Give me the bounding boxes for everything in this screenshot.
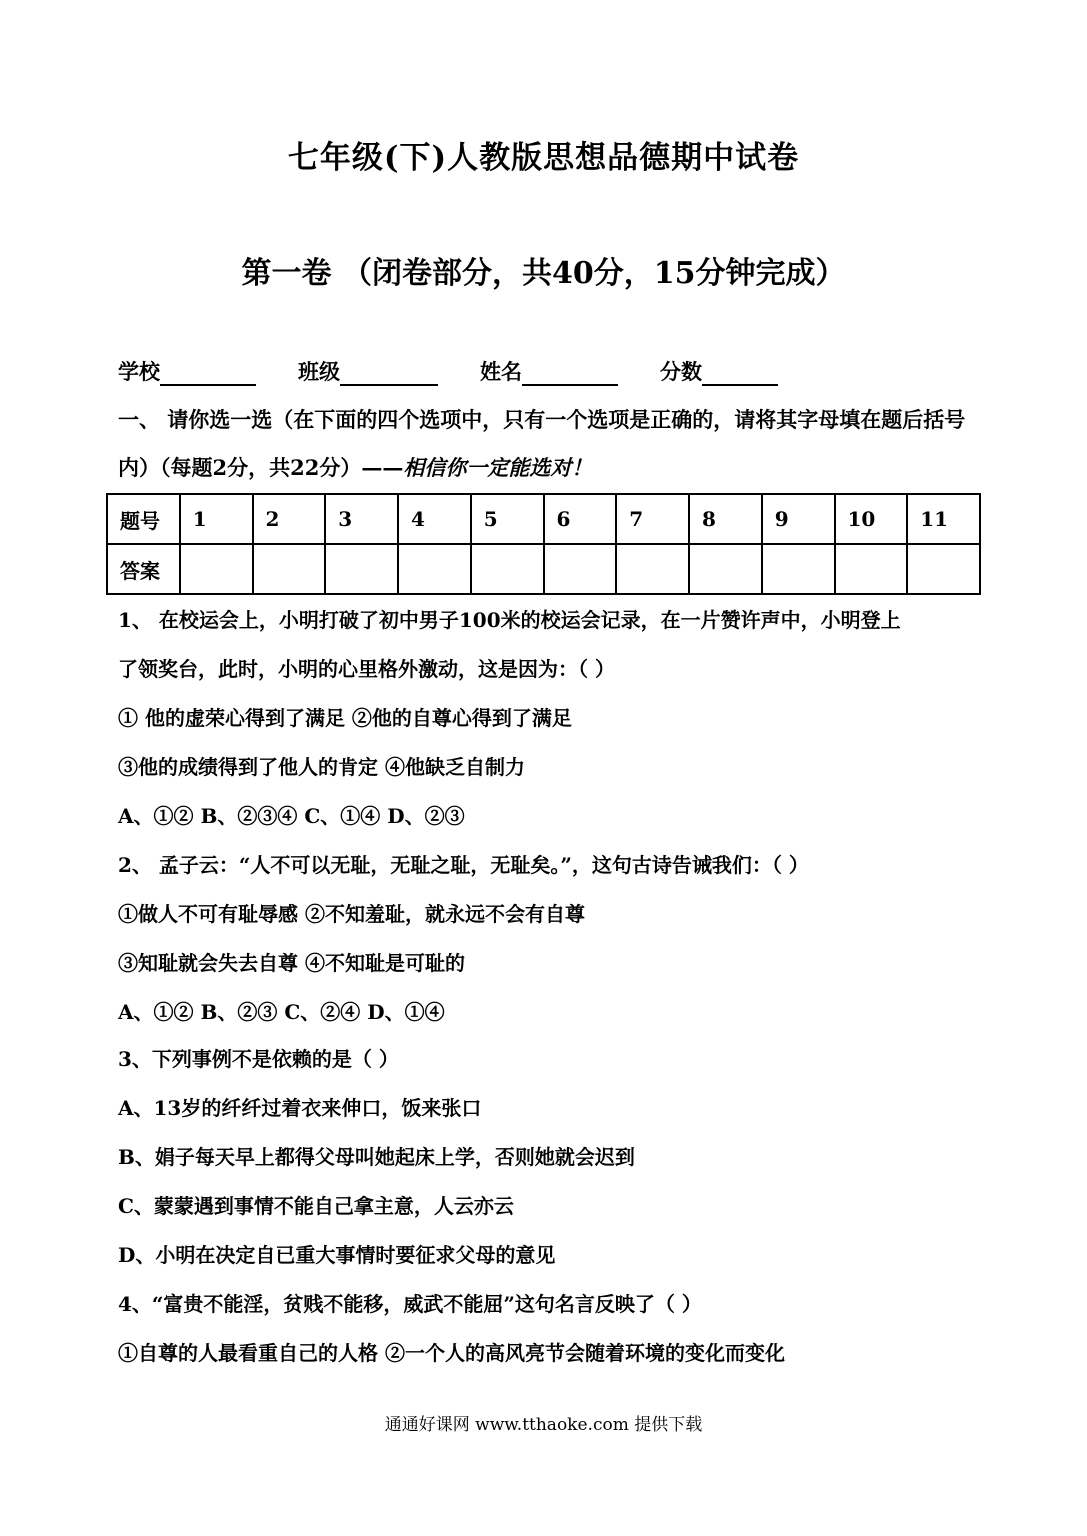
answer-cell[interactable] xyxy=(253,544,326,594)
question-number: 7 xyxy=(616,494,689,544)
question-3-choice-a: A、13岁的纤纤过着衣来伸口，饭来张口 xyxy=(118,1096,482,1120)
answer-cell[interactable] xyxy=(325,544,398,594)
answer-cell[interactable] xyxy=(398,544,471,594)
answer-cell[interactable] xyxy=(907,544,980,594)
question-1-option-1: ① 他的虚荣心得到了满足 ②他的自尊心得到了满足 xyxy=(118,706,572,730)
table-row-numbers xyxy=(107,494,980,544)
question-number: 6 xyxy=(544,494,617,544)
school-blank[interactable] xyxy=(160,362,256,386)
paper-subtitle: 第一卷 （闭卷部分，共40分，15分钟完成） xyxy=(241,256,846,291)
question-3-choice-c: C、蒙蒙遇到事情不能自己拿主意，人云亦云 xyxy=(118,1194,514,1218)
question-2-line-1: 2、 孟子云：“人不可以无耻，无耻之耻，无耻矣。”，这句古诗告诫我们：（ ） xyxy=(118,853,809,877)
question-1-line-2: 了领奖台，此时，小明的心里格外激动，这是因为：（ ） xyxy=(118,657,615,681)
name-blank[interactable] xyxy=(522,362,618,386)
answer-table xyxy=(106,493,981,595)
question-number: 8 xyxy=(689,494,762,544)
question-4-line-1: 4、“富贵不能淫，贫贱不能移，威武不能屈”这句名言反映了（ ） xyxy=(118,1292,702,1316)
question-3-choice-b: B、娟子每天早上都得父母叫她起床上学，否则她就会迟到 xyxy=(118,1145,635,1169)
question-number: 4 xyxy=(398,494,471,544)
question-number: 2 xyxy=(253,494,326,544)
question-3-choice-d: D、小明在决定自已重大事情时要征求父母的意见 xyxy=(118,1243,556,1267)
answer-cell[interactable] xyxy=(180,544,253,594)
page-title: 七年级(下)人教版思想品德期中试卷 xyxy=(287,140,800,176)
question-number: 10 xyxy=(835,494,908,544)
section-instructions: 一、 请你选一选（在下面的四个选项中，只有一个选项是正确的，请将其字母填在题后括号内）（每题2分，共22分）—— xyxy=(118,407,966,480)
question-1-line-1: 1、 在校运会上，小明打破了初中男子100米的校运会记录，在一片赞许声中，小明登上 xyxy=(118,608,901,632)
section-heading xyxy=(118,396,978,492)
row-header-answer: 答案 xyxy=(107,544,180,594)
question-number: 9 xyxy=(762,494,835,544)
class-blank[interactable] xyxy=(340,362,438,386)
question-2-option-2: ③知耻就会失去自尊 ④不知耻是可耻的 xyxy=(118,951,465,975)
download-footer: 通通好课网 www.tthaoke.com 提供下载 xyxy=(384,1415,703,1435)
table-row-answers xyxy=(107,544,980,594)
question-2-choices: A、①② B、②③ C、②④ D、①④ xyxy=(118,1000,445,1024)
answer-cell[interactable] xyxy=(471,544,544,594)
question-2-option-1: ①做人不可有耻辱感 ②不知羞耻，就永远不会有自尊 xyxy=(118,902,585,926)
answer-cell[interactable] xyxy=(835,544,908,594)
question-3-line-1: 3、下列事例不是依赖的是（ ） xyxy=(118,1047,399,1071)
row-header-number: 题号 xyxy=(107,494,180,544)
class-label: 班级 xyxy=(298,359,340,384)
name-label: 姓名 xyxy=(480,359,522,384)
question-number: 5 xyxy=(471,494,544,544)
question-1-option-2: ③他的成绩得到了他人的肯定 ④他缺乏自制力 xyxy=(118,755,525,779)
question-number: 1 xyxy=(180,494,253,544)
score-label: 分数 xyxy=(660,359,702,384)
question-number: 11 xyxy=(907,494,980,544)
answer-cell[interactable] xyxy=(689,544,762,594)
school-label: 学校 xyxy=(118,359,160,384)
question-1-choices: A、①② B、②③④ C、①④ D、②③ xyxy=(118,804,465,828)
answer-cell[interactable] xyxy=(762,544,835,594)
answer-cell[interactable] xyxy=(616,544,689,594)
score-blank[interactable] xyxy=(702,362,778,386)
section-tagline: 相信你一定能选对！ xyxy=(403,455,593,480)
answer-cell[interactable] xyxy=(544,544,617,594)
student-info-row xyxy=(118,356,778,386)
question-number: 3 xyxy=(325,494,398,544)
question-4-option-1: ①自尊的人最看重自己的人格 ②一个人的高风亮节会随着环境的变化而变化 xyxy=(118,1341,785,1365)
